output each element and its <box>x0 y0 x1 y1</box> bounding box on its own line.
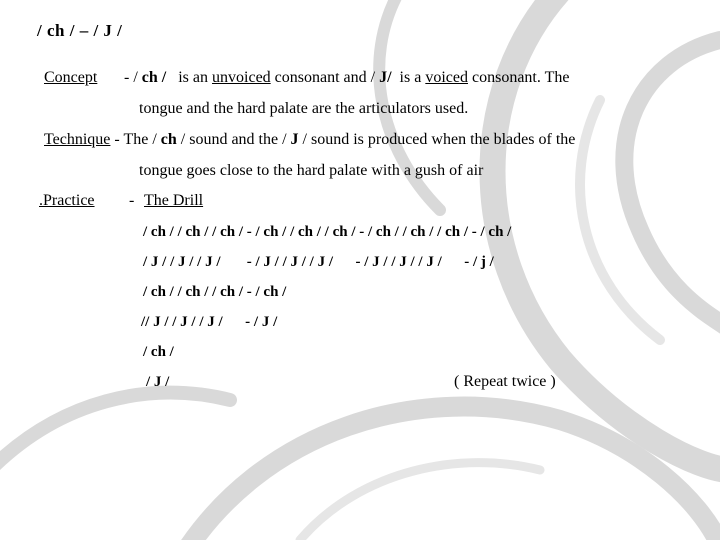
technique-line-2: tongue goes close to the hard palate with a gush of air <box>139 162 484 179</box>
technique-j-symbol: J <box>290 131 299 148</box>
concept-text-i: consonant. The <box>471 69 570 86</box>
drill-line-j-3: / J / <box>146 374 170 390</box>
concept-ch-symbol: ch / <box>141 69 167 86</box>
drill-line-ch-2: / ch / / ch / / ch / - / ch / <box>143 284 287 300</box>
concept-text-g: is a <box>399 69 422 86</box>
slide-title: / ch / – / J / <box>37 21 123 40</box>
drill-line-ch-3: / ch / <box>143 344 174 360</box>
drill-line-j-2: // J / / J / / J / - / J / <box>141 314 278 330</box>
technique-text-a: - The / <box>114 131 157 148</box>
concept-text-e: consonant and / <box>274 69 376 86</box>
technique-ch-symbol: ch <box>160 131 177 148</box>
concept-label: Concept <box>44 69 98 86</box>
concept-text-a: - / <box>124 69 138 86</box>
concept-j-symbol: J/ <box>379 69 392 86</box>
drill-line-ch-1: / ch / / ch / / ch / - / ch / / ch / / ch / - / ch / / ch / / ch / - / ch / <box>143 224 512 240</box>
repeat-note: ( Repeat twice ) <box>454 373 556 390</box>
drill-title: The Drill <box>144 192 204 209</box>
concept-text-c: is an <box>178 69 209 86</box>
drill-line-j-1: / J / / J / / J / - / J / / J / / J / - / J / / J / / J / - / j / <box>143 254 494 270</box>
concept-line-2: tongue and the hard palate are the articulators used. <box>139 100 469 117</box>
technique-line-1 <box>44 130 575 150</box>
concept-line-1 <box>124 68 569 88</box>
concept-voiced: voiced <box>425 69 468 86</box>
practice-dash: - <box>129 192 135 209</box>
practice-label: .Practice <box>39 192 95 209</box>
technique-label: Technique <box>44 131 111 148</box>
technique-text-e: / sound is produced when the blades of the <box>302 131 576 148</box>
concept-unvoiced: unvoiced <box>212 69 271 86</box>
technique-text-c: / sound and the / <box>180 131 287 148</box>
